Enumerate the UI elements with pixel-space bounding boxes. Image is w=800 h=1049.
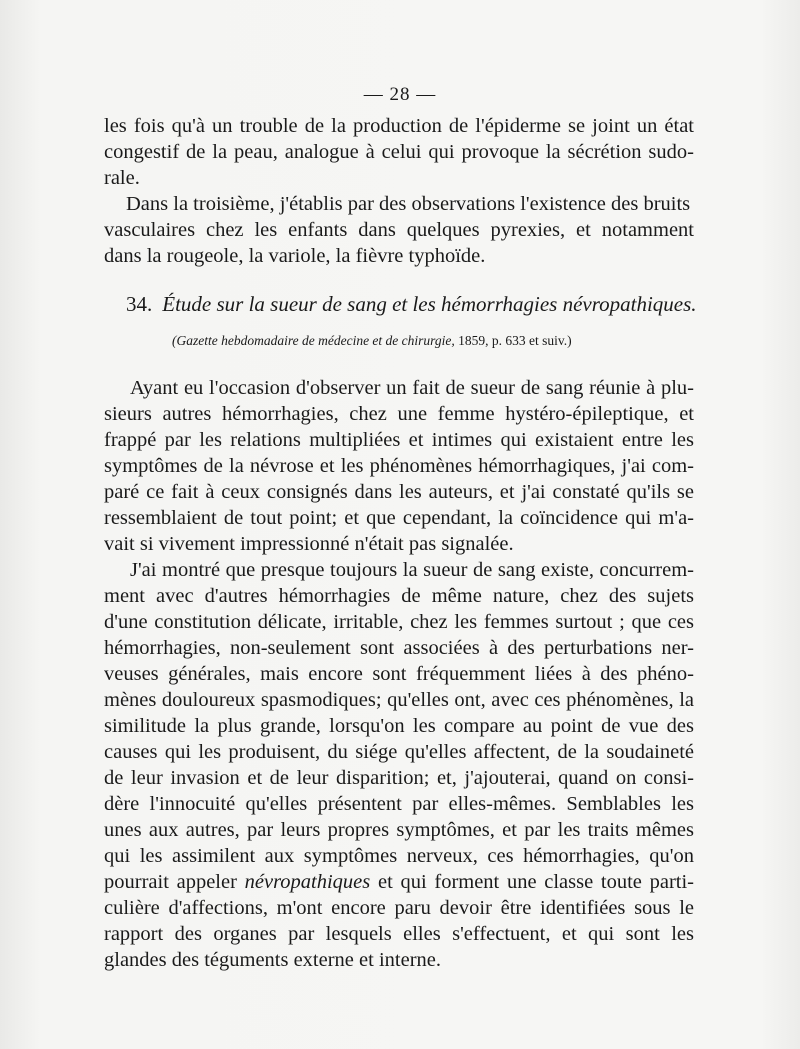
text-line: symptômes de la névrose et les phénomènes hémorrhagiques, j'ai com-	[104, 455, 694, 477]
paragraph-1	[104, 113, 694, 191]
text-fragment: et qui forment une classe toute parti-	[377, 871, 694, 893]
citation-details: 1859, p. 633 et suiv.)	[458, 333, 572, 348]
text-line: culière d'affections, m'ont encore paru devoir être identifiées sous le	[104, 897, 694, 919]
text-line: congestif de la peau, analogue à celui qui provoque la sécrétion sudo-	[104, 141, 694, 163]
text-line-mixed	[104, 869, 694, 895]
text-line: vasculaires chez les enfants dans quelques pyrexies, et notamment	[104, 219, 694, 241]
text-line: dère l'innocuité qu'elles présentent par elles-mêmes. Semblables les	[104, 793, 694, 815]
text-line: Dans la troisième, j'établis par des observations l'existence des bruits	[126, 193, 691, 215]
paragraph-2	[104, 191, 694, 269]
text-line: rale.	[104, 167, 140, 189]
paragraph-4	[104, 557, 694, 973]
text-line: d'une constitution délicate, irritable, chez les femmes surtout ; que ces	[104, 611, 694, 633]
text-line: sieurs autres hémorrhagies, chez une femme hystéro-épileptique, et	[104, 403, 694, 425]
text-line: mènes douloureux spasmodiques; qu'elles ont, avec ces phénomènes, la	[104, 689, 694, 711]
text-line: Ayant eu l'occasion d'observer un fait de sueur de sang réunie à plu-	[130, 377, 694, 399]
paragraph-3	[104, 375, 694, 557]
text-line: frappé par les relations multipliées et intimes qui existaient entre les	[104, 429, 694, 451]
text-line: ment avec d'autres hémorrhagies de même nature, chez des sujets	[104, 585, 694, 607]
section-heading	[126, 292, 697, 317]
text-line: glandes des téguments externe et interne.	[104, 949, 441, 971]
page-number: — 28 —	[363, 84, 437, 105]
section-title: Étude sur la sueur de sang et les hémorrhagies névropathiques.	[162, 292, 697, 316]
section-citation	[172, 333, 572, 349]
text-line: dans la rougeole, la variole, la fièvre typhoïde.	[104, 245, 486, 267]
text-line: paré ce fait à ceux consignés dans les auteurs, et j'ai constaté qu'ils se	[104, 481, 694, 503]
text-line: J'ai montré que presque toujours la sueur de sang existe, concurrem-	[130, 559, 694, 581]
emphasis-term: névropathiques	[244, 871, 371, 893]
text-line: unes aux autres, par leurs propres symptômes, et par les traits mêmes	[104, 819, 694, 841]
section-number: 34.	[126, 292, 153, 316]
text-line: veuses générales, mais encore sont fréquemment liées à des phéno-	[104, 663, 694, 685]
text-line: causes qui les produisent, du siége qu'elles affectent, de la soudaineté	[104, 741, 694, 763]
text-line: ressemblaient de tout point; et que cependant, la coïncidence qui m'a-	[104, 507, 694, 529]
text-line: rapport des organes par lesquels elles s'effectuent, et qui sont les	[104, 923, 694, 945]
text-line: similitude la plus grande, lorsqu'on les compare au point de vue des	[104, 715, 694, 737]
text-line: vait si vivement impressionné n'était pas signalée.	[104, 533, 514, 555]
text-fragment: pourrait appeler	[104, 871, 237, 893]
text-line: de leur invasion et de leur disparition; et, j'ajouterai, quand on consi-	[104, 767, 694, 789]
text-line: les fois qu'à un trouble de la production de l'épiderme se joint un état	[104, 115, 694, 137]
citation-journal: (Gazette hebdomadaire de médecine et de chirurgie,	[172, 333, 455, 348]
text-line: qui les assimilent aux symptômes nerveux, ces hémorrhagies, qu'on	[104, 845, 694, 867]
text-line: hémorrhagies, non-seulement sont associées à des perturbations ner-	[104, 637, 694, 659]
